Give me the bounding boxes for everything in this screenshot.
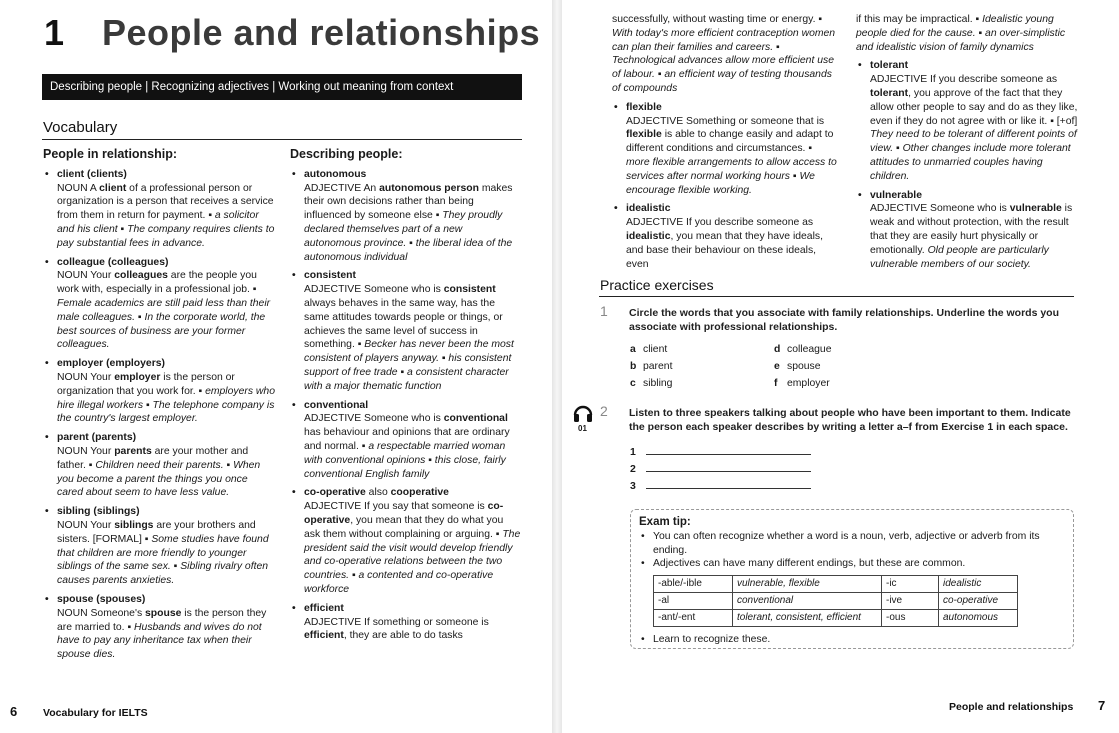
answer-blank (646, 462, 811, 472)
vocab-column-1 (43, 148, 275, 667)
entry-example: ▪ When you become a parent the things you once cared about seem to have less value. (57, 460, 260, 499)
dictionary-entry (612, 101, 838, 198)
option-letter: b (630, 361, 637, 372)
entry-headword: • vulnerable (870, 189, 922, 201)
entry-example: ▪ Becker has never been the most consistent of players anyway. (304, 339, 514, 364)
entry-example: ▪ In the corporate world, the best sources of business are your former colleagues. (57, 312, 265, 351)
entry-keyword: efficient (304, 630, 344, 642)
entry-example: ▪ his consistent support of free trade (304, 353, 511, 378)
entry-example: ▪ Technological advances allow more efficient use of labour. (612, 42, 834, 81)
option-word: spouse (787, 361, 821, 372)
entry-def-text: , you mean that they have ideals, and base their behaviour on these ideals, even (626, 230, 823, 270)
entry-definition (870, 73, 1082, 183)
entry-keyword: client (99, 182, 127, 194)
entry-example: ▪ Children need their parents. (89, 460, 227, 471)
entry-def-text: , they are able to do tasks (343, 630, 463, 642)
audio-track-number: 01 (578, 424, 587, 433)
practice-heading: Practice exercises (600, 277, 714, 293)
entry-example: ▪ more flexible arrangements to allow access to services after normal working hours (626, 143, 837, 182)
entry-example: ▪ Husbands and wives do not have to pay any inheritance tax when their spouse dies. (57, 622, 262, 661)
entry-definition (57, 371, 275, 426)
entry-continuation: successfully, without wasting time or energy. ▪ With today's more efficient contraception women can plan their families and careers. ▪ Technological advances allow more efficient use of labour. ▪ an efficient way of testing thousands of compounds (612, 13, 838, 96)
footer-book-title: Vocabulary for IELTS (43, 707, 148, 719)
answer-number: 1 (630, 446, 636, 458)
entry-keyword: consistent (443, 284, 496, 296)
exercise-1-number: 1 (600, 303, 608, 319)
entry-keyword: employer (114, 371, 161, 383)
answer-number: 2 (630, 463, 636, 475)
dictionary-entry (612, 202, 838, 271)
dictionary-entry (43, 256, 275, 353)
table-cell: autonomous (939, 609, 1018, 626)
table-cell: tolerant, consistent, efficient (733, 609, 882, 626)
entry-headword: • client (clients) (57, 168, 127, 180)
entry-list (290, 168, 522, 643)
exercise-option (774, 344, 832, 355)
entry-example: ▪ employers who hire illegal workers (57, 386, 275, 411)
entry-example: ▪ a respectable married woman with conventional opinions (304, 441, 505, 466)
answer-line (630, 462, 811, 475)
exercise-1-instruction: Circle the words that you associate with family relationships. Underline the words you associate with professional relationships. (629, 307, 1060, 333)
entry-example: ▪ Sibling rivalry often causes parents anxieties. (57, 561, 268, 586)
entry-headword: • consistent (304, 270, 356, 282)
chapter-banner: Describing people | Recognizing adjectives | Working out meaning from context (42, 74, 522, 100)
entry-example: ▪ Some studies have found that children are more friendly to younger siblings of the same sex. (57, 534, 269, 573)
dictionary-entry (290, 486, 522, 596)
option-word: sibling (643, 378, 673, 389)
option-word: employer (787, 378, 830, 389)
entry-part: ADJECTIVE If you describe someone as (870, 74, 1058, 86)
exercise-option (774, 378, 830, 389)
option-word: colleague (787, 344, 832, 355)
entry-def-text: , you approve of the fact that they allow other people to say and do as they like, even if they do not agree with or like it. ▪ [+of] (870, 87, 1078, 127)
exercise-option (630, 344, 667, 355)
entry-keyword: colleagues (114, 270, 168, 282)
vocabulary-rule (42, 139, 522, 140)
entry-keyword: flexible (626, 129, 662, 141)
exercise-2-number: 2 (600, 403, 608, 419)
entry-headword: • efficient (304, 602, 344, 614)
entry-example: ▪ a solicitor and his client (57, 210, 259, 235)
entry-example: ▪ the liberal idea of the autonomous individual (304, 238, 512, 263)
entry-example: ▪ an over-simplistic and idealistic vision of family dynamics (856, 28, 1065, 53)
option-word: parent (643, 361, 673, 372)
entry-keyword: tolerant (870, 87, 909, 99)
dictionary-entry (43, 168, 275, 251)
entry-headword: • parent (parents) (57, 432, 137, 444)
entry-definition (870, 202, 1082, 271)
footer-left (10, 704, 17, 719)
entry-example: ▪ We encourage flexible working. (626, 171, 815, 196)
entry-definition (304, 283, 522, 393)
entry-headword: • conventional (304, 399, 369, 411)
entry-list (43, 168, 275, 662)
book-gutter (552, 0, 562, 733)
entry-headword: • autonomous (304, 168, 367, 180)
headword-connector: also (365, 487, 391, 499)
option-letter: f (774, 378, 778, 389)
answer-blank (646, 445, 811, 455)
entry-definition (57, 182, 275, 251)
page-number: 7 (1098, 698, 1106, 713)
entry-keyword: co-operative (304, 501, 504, 526)
column-heading: People in relationship: (43, 147, 178, 161)
dictionary-entry (290, 602, 522, 643)
entry-headword: • co-operative also cooperative (304, 487, 449, 499)
entry-headword: • employer (employers) (57, 358, 165, 370)
entry-definition (304, 412, 522, 481)
vocab-column-3 (612, 13, 838, 276)
vocab-column-4 (856, 13, 1082, 276)
entry-definition (57, 269, 275, 352)
entry-part: NOUN Your (57, 371, 115, 383)
entry-keyword: parents (114, 445, 152, 457)
dictionary-entry (43, 593, 275, 662)
exercise-option (630, 361, 672, 372)
entry-headword: • idealistic (626, 203, 671, 215)
headword-alt: cooperative (390, 487, 449, 499)
entry-part: NOUN A (57, 182, 100, 194)
table-cell: -ic (882, 576, 939, 593)
exam-tip-bullet: • Adjectives can have many different endings, but these are common. (639, 557, 1065, 571)
entry-keyword: spouse (145, 607, 182, 619)
entry-example: They need to be tolerant of different points of view. (870, 129, 1077, 155)
entry-example: ▪ Other changes include more tolerant attitudes to unmarried couples having children. (870, 143, 1071, 182)
entry-example: ▪ Idealistic young people died for the cause. (856, 14, 1054, 39)
exam-tip-bullet: • You can often recognize whether a word is a noun, verb, adjective or adverb from its ending. (639, 530, 1065, 558)
dictionary-entry (43, 505, 275, 588)
entry-list (612, 101, 838, 272)
right-page (562, 0, 1119, 733)
table-row (654, 576, 1018, 593)
entry-part: ADJECTIVE Someone who is (304, 413, 444, 425)
chapter-title: People and relationships (102, 12, 541, 53)
option-letter: d (774, 344, 781, 355)
table-cell: -ous (882, 609, 939, 626)
dictionary-entry (856, 59, 1082, 183)
entry-example: ▪ They proudly declared themselves part of a new autonomous province. (304, 210, 502, 249)
entry-def-text: are your brothers and sisters. [FORMAL] (57, 519, 256, 545)
entry-headword: • flexible (626, 101, 662, 113)
entry-example: Old people are particularly vulnerable members of our society. (870, 244, 1049, 270)
entry-def-text: are the people you work with, especially in a professional job. (57, 270, 257, 296)
dictionary-entry (290, 399, 522, 482)
table-cell: -al (654, 592, 733, 609)
entry-definition (304, 500, 522, 597)
entry-definition (57, 445, 275, 500)
entry-example: ▪ The telephone company is the country's largest employer. (57, 400, 274, 425)
chapter-heading (44, 12, 540, 54)
exam-tip-last: • Learn to recognize these. (639, 633, 1065, 647)
answer-number: 3 (630, 480, 636, 492)
dictionary-entry (43, 431, 275, 500)
column-heading: Describing people: (290, 147, 403, 161)
dictionary-entry (43, 357, 275, 426)
entry-definition (57, 519, 275, 588)
left-page (0, 0, 552, 733)
entry-list (856, 59, 1082, 271)
entry-definition (626, 115, 838, 198)
entry-def-text: is the person or organization that you work for. (57, 371, 235, 397)
entry-headword: • sibling (siblings) (57, 506, 140, 518)
entry-part: ADJECTIVE If you say that someone is (304, 501, 488, 513)
entry-definition (304, 616, 522, 644)
entry-keyword: vulnerable (1009, 203, 1062, 215)
table-row (654, 609, 1018, 626)
entry-example: ▪ a contented and co-operative workforce (304, 570, 493, 595)
entry-def-text: are your mother and father. (57, 445, 249, 471)
page-number: 6 (10, 704, 18, 719)
exercise-option (774, 361, 821, 372)
entry-def-text: makes their own decisions rather than being influenced by someone else (304, 182, 513, 222)
entry-keyword: idealistic (626, 230, 671, 242)
table-cell: vulnerable, flexible (733, 576, 882, 593)
vocabulary-heading: Vocabulary (43, 119, 118, 136)
entry-part: ADJECTIVE Someone who is (304, 284, 444, 296)
practice-rule (599, 296, 1074, 297)
entry-example: ▪ Female academics are still paid less than their male colleagues. (57, 284, 270, 323)
entry-part: NOUN Your (57, 445, 115, 457)
entry-definition (304, 182, 522, 265)
entry-part: NOUN Your (57, 519, 115, 531)
dictionary-entry (290, 168, 522, 265)
entry-keyword: conventional (443, 413, 508, 425)
table-cell: conventional (733, 592, 882, 609)
entry-def-text: is weak and without protection, with the result that they are easily hurt physically or emotionally. (870, 203, 1073, 256)
vocab-column-2 (290, 148, 522, 648)
answer-line (630, 479, 811, 492)
entry-part: NOUN Your (57, 270, 115, 282)
entry-example: ▪ With today's more efficient contraception women can plan their families and careers. (612, 14, 835, 53)
entry-def-text: of a professional person or organization is a person that receives a service from them in return for payment. (57, 182, 274, 222)
entry-keyword: autonomous person (379, 182, 479, 194)
dictionary-entry (856, 189, 1082, 272)
entry-headword: • spouse (spouses) (57, 593, 146, 605)
entry-example: ▪ this close, fairly conventional English family (304, 455, 506, 480)
entry-def-text: is the person they are married to. (57, 607, 267, 633)
entry-example: ▪ a consistent character with a major thematic function (304, 367, 509, 392)
exam-tip-title: Exam tip: (639, 516, 691, 528)
option-word: client (643, 344, 668, 355)
entry-part: ADJECTIVE If you describe someone as (626, 217, 814, 229)
footer-chapter-title: People and relationships (949, 701, 1074, 713)
entry-part: ADJECTIVE If something or someone is (304, 616, 489, 628)
table-row (654, 592, 1018, 609)
entry-part: ADJECTIVE An (304, 182, 380, 194)
option-letter: e (774, 361, 780, 372)
table-cell: co-operative (939, 592, 1018, 609)
answer-blank (646, 479, 811, 489)
entry-def-text: always behaves in the same way, has the same attitudes towards people or things, or achieves the same level of success in something. (304, 297, 503, 351)
exam-tip-box (630, 509, 1074, 649)
entry-part: ADJECTIVE Something or someone that is (626, 115, 825, 127)
entry-part: ADJECTIVE Someone who is (870, 203, 1010, 215)
entry-definition (626, 216, 838, 271)
entry-example: ▪ an efficient way of testing thousands of compounds (612, 69, 832, 94)
entry-definition (57, 607, 275, 662)
entry-headword: • colleague (colleagues) (57, 256, 169, 268)
chapter-number: 1 (44, 12, 65, 53)
entry-def-text: , you mean that they do what you ask them without complaining or arguing. (304, 514, 504, 540)
entry-part: NOUN Someone's (57, 607, 146, 619)
option-letter: c (630, 378, 636, 389)
table-cell: idealistic (939, 576, 1018, 593)
endings-table (653, 575, 1018, 626)
table-cell: -ive (882, 592, 939, 609)
entry-keyword: siblings (114, 519, 154, 531)
exercise-2-instruction: Listen to three speakers talking about people who have been important to them. Indicate the person each speaker describes by writing a letter a–f from Exercise 1 in each space. (629, 407, 1071, 433)
entry-headword: • tolerant (870, 60, 909, 72)
dictionary-entry (290, 269, 522, 393)
entry-example: ▪ The company requires clients to pay substantial fees in advance. (57, 224, 274, 249)
entry-def-text: has behaviour and opinions that are ordinary and normal. (304, 427, 510, 452)
table-cell: -ant/-ent (654, 609, 733, 626)
entry-example: ▪ The president said the visit would develop friendly and co-operative relations between the two countries. (304, 529, 520, 581)
table-cell: -able/-ible (654, 576, 733, 593)
option-letter: a (630, 344, 636, 355)
entry-continuation: if this may be impractical. ▪ Idealistic young people died for the cause. ▪ an over-simplistic and idealistic vision of family dynamics (856, 13, 1082, 54)
entry-def-text: is able to change easily and adapt to different conditions and circumstances. (626, 129, 834, 155)
exercise-option (630, 378, 672, 389)
footer-right (1098, 698, 1105, 713)
answer-line (630, 445, 811, 458)
